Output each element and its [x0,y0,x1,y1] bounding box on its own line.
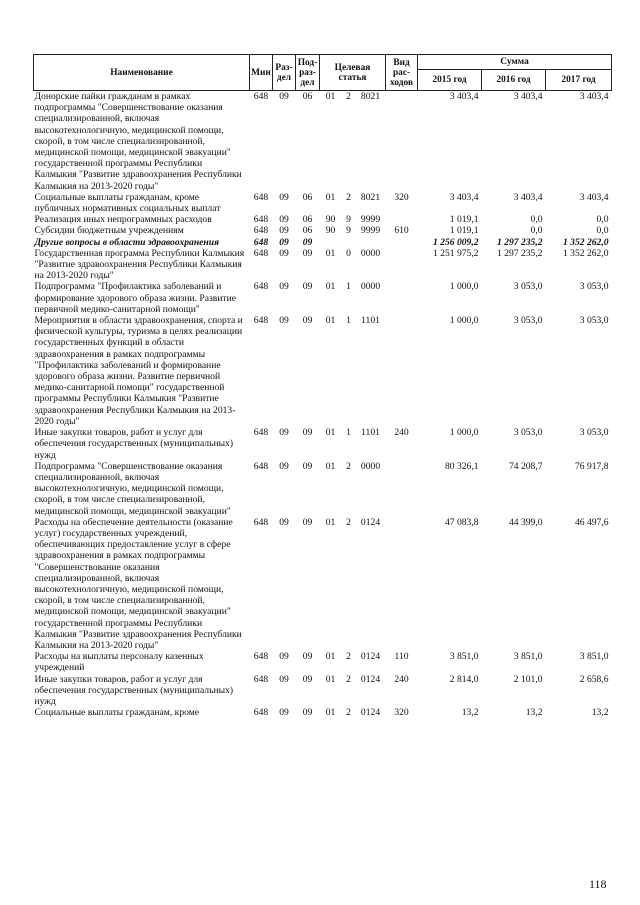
row-target-direction: 0124 [360,707,381,719]
row-name: Государственная программа Республики Калмыкия "Развитие здравоохранения Республики Калмыкия на 2013-2020 годы" [34,247,245,282]
col-header-sum: Сумма [418,55,612,70]
row-vid [386,517,418,651]
col-header-vid: Вид рас-ходов [386,55,418,91]
row-sum-2017: 1 352 262,0 [562,247,609,259]
row-target-direction: 0000 [360,460,381,472]
row-sum-2017: 0,0 [596,214,609,226]
row-min: 648 [253,427,269,439]
row-target-program: 01 [325,707,336,719]
row-vid: 320 [394,191,409,203]
row-vid [386,237,418,248]
col-header-min: Мин [250,55,273,91]
row-vid: 320 [394,707,409,719]
row-vid [386,461,418,517]
table-row [34,707,612,718]
row-target-direction: 1101 [361,315,380,327]
table-row [34,461,612,517]
row-name: Социальные выплаты гражданам, кроме публичных нормативных социальных выплат [34,191,221,215]
row-target-subprogram: 1 [346,281,351,293]
row-min: 648 [253,315,269,327]
row-target-subprogram: 0 [346,247,351,259]
row-sum-2017: 3 851,0 [579,651,609,663]
row-name: Реализация иных непрограммных расходов [34,214,212,226]
row-name: Субсидии бюджетным учреждениям [34,225,184,237]
row-sum-2015: 3 851,0 [449,651,479,663]
row-sum-2015: 1 000,0 [449,281,479,293]
row-name: Иные закупки товаров, работ и услуг для обеспечения государственных (муниципальных) нужд [34,427,234,461]
row-razdel: 09 [279,651,289,663]
row-target-direction [356,237,386,248]
col-header-2017: 2017 год [546,70,612,91]
row-sum-2016: 2 101,0 [513,673,543,685]
row-sum-2016: 0,0 [530,214,543,226]
table-row [34,651,612,673]
row-sum-2017: 3 403,4 [579,191,609,203]
row-podrazdel: 09 [302,707,313,719]
row-sum-2015: 1 019,1 [449,225,479,237]
row-min: 648 [253,651,269,663]
row-target-program: 01 [325,191,336,203]
row-razdel: 09 [279,427,289,439]
row-sum-2015: 3 403,4 [449,191,479,203]
row-podrazdel: 06 [302,225,313,237]
row-min: 648 [253,91,269,102]
row-min: 648 [253,516,269,528]
row-podrazdel: 06 [302,91,313,102]
row-target-program: 01 [325,247,336,259]
row-razdel: 09 [279,214,289,226]
row-target-direction: 8021 [360,191,381,203]
row-razdel: 09 [279,236,289,248]
row-sum-2017: 13,2 [591,707,609,719]
row-min: 648 [253,214,269,226]
table-row [34,91,612,192]
row-sum-2016: 1 297 235,2 [496,247,543,259]
table-row [34,315,612,427]
row-sum-2015: 2 814,0 [449,673,479,685]
row-sum-2015: 1 019,1 [449,214,479,226]
row-sum-2017: 2 658,6 [579,673,609,685]
row-target-program [320,237,342,248]
table-row [34,517,612,651]
row-razdel: 09 [279,91,289,102]
row-target-direction: 8021 [360,91,381,102]
row-sum-2016: 74 208,7 [508,460,543,472]
row-podrazdel: 09 [302,651,313,663]
row-target-direction: 1101 [361,427,380,439]
row-target-program: 01 [325,91,336,102]
budget-table [33,54,612,718]
row-target-program: 01 [325,516,336,528]
row-razdel: 09 [279,247,289,259]
row-podrazdel: 06 [302,191,313,203]
row-sum-2015: 1 000,0 [449,427,479,439]
row-name: Расходы на выплаты персоналу казенных учреждений [34,651,204,674]
row-target-program: 01 [325,673,336,685]
row-target-subprogram: 2 [346,651,351,663]
row-podrazdel: 09 [302,236,313,248]
row-podrazdel: 09 [302,673,313,685]
table-header [34,55,612,91]
row-sum-2015: 47 083,8 [444,516,479,528]
table-row [34,237,612,248]
row-target-direction: 0124 [360,516,381,528]
row-min: 648 [253,225,269,237]
col-header-2016: 2016 год [482,70,546,91]
row-vid [386,281,418,315]
row-target-direction: 0124 [360,673,381,685]
row-podrazdel: 06 [302,214,313,226]
row-sum-2016: 3 403,4 [513,91,543,102]
row-name: Иные закупки товаров, работ и услуг для обеспечения государственных (муниципальных) нужд [34,673,234,707]
row-sum-2017: 3 053,0 [579,315,609,327]
row-sum-2015: 1 256 009,2 [432,236,479,248]
row-target-program: 90 [325,214,336,226]
row-vid [386,91,418,192]
row-target-direction: 0000 [360,281,381,293]
row-target-direction: 0124 [360,651,381,663]
row-sum-2017: 1 352 262,0 [562,236,609,248]
row-name: Расходы на обеспечение деятельности (оказание услуг) государственных учреждений, обеспечивающих предоставление услуг в сфере здравоохранения в рамках подпрограммы "Совершенствование оказания специализированной, включая высокотехнологичную, медицинской помощи, скорой, в том числе специализированной, медицинской помощи, медицинской эвакуации" государственной программы Республики Калмыкия "Развитие здравоохранения Республики Калмыкия на 2013-2020 годы" [34,516,242,651]
row-name: Подпрограмма "Совершенствование оказания специализированной, включая высокотехнологичную, медицинской помощи, скорой, в том числе специализированной, медицинской помощи, медицинской эвакуации" [34,460,231,517]
row-podrazdel: 09 [302,281,313,293]
row-min: 648 [253,707,269,719]
row-min: 648 [253,191,269,203]
table-row [34,248,612,282]
table-row [34,281,612,315]
row-sum-2016: 3 403,4 [513,191,543,203]
row-sum-2016: 13,2 [525,707,543,719]
col-header-target: Целевая статья [320,55,386,91]
row-razdel: 09 [279,707,289,719]
row-target-direction: 0000 [360,247,381,259]
budget-table-page [33,54,611,718]
row-vid: 610 [394,225,409,237]
col-header-razdel: Раз-дел [273,55,296,91]
table-row [34,674,612,708]
row-target-subprogram: 2 [346,460,351,472]
row-name: Донорские пайки гражданам в рамках подпрограммы "Совершенствование оказания специализированной, включая высокотехнологичную, медицинской помощи, скорой, в том числе специализированной, медицинской помощи, медицинской эвакуации" государственной программы Республики Калмыкия "Развитие здравоохранения Республики Калмыкия на 2013-2020 годы" [34,91,242,192]
row-podrazdel: 09 [302,427,313,439]
row-sum-2015: 3 403,4 [449,91,479,102]
row-min: 648 [253,673,269,685]
row-target-subprogram: 2 [346,191,351,203]
row-name: Подпрограмма "Профилактика заболеваний и формирование здорового образа жизни. Развитие первичной медико-санитарной помощи" [34,281,237,315]
row-sum-2017: 46 497,6 [574,516,609,528]
row-target-subprogram: 9 [346,225,351,237]
row-min: 648 [253,236,269,248]
col-header-podrazdel: Под-раз-дел [296,55,320,91]
row-vid: 240 [394,427,409,439]
row-sum-2017: 76 917,8 [574,460,609,472]
row-sum-2015: 1 000,0 [449,315,479,327]
row-target-subprogram: 2 [346,673,351,685]
row-sum-2017: 0,0 [596,225,609,237]
table-body [34,91,612,719]
row-sum-2015: 80 326,1 [444,460,479,472]
row-target-program: 90 [325,225,336,237]
row-target-program: 01 [325,427,336,439]
row-razdel: 09 [279,191,289,203]
row-sum-2017: 3 053,0 [579,427,609,439]
row-target-subprogram: 2 [346,91,351,102]
table-row [34,427,612,461]
row-podrazdel: 09 [302,516,313,528]
row-target-subprogram [342,237,356,248]
row-podrazdel: 09 [302,315,313,327]
table-row [34,214,612,225]
row-target-direction: 9999 [360,214,381,226]
row-razdel: 09 [279,460,289,472]
row-vid [386,315,418,427]
row-sum-2015: 13,2 [461,707,479,719]
row-podrazdel: 09 [302,460,313,472]
row-min: 648 [253,247,269,259]
row-target-program: 01 [325,315,336,327]
row-sum-2016: 1 297 235,2 [496,236,543,248]
col-header-name: Наименование [34,55,250,91]
row-sum-2016: 3 053,0 [513,281,543,293]
row-vid: 240 [394,673,409,685]
row-sum-2016: 44 399,0 [508,516,543,528]
table-row [34,225,612,236]
row-target-subprogram: 1 [346,427,351,439]
row-vid [386,214,418,225]
row-name: Социальные выплаты гражданам, кроме [34,707,200,719]
row-razdel: 09 [279,225,289,237]
row-sum-2017: 3 053,0 [579,281,609,293]
table-row [34,192,612,214]
row-sum-2016: 3 851,0 [513,651,543,663]
row-sum-2017: 3 403,4 [579,91,609,102]
row-target-program: 01 [325,651,336,663]
row-podrazdel: 09 [302,247,313,259]
row-target-subprogram: 2 [346,707,351,719]
row-vid: 110 [394,651,409,663]
row-name: Мероприятия в области здравоохранения, спорта и физической культуры, туризма в целях реализации государственных функций в области здравоохранения в рамках подпрограммы "Профилактика заболеваний и формирование здорового образа жизни. Развитие первичной медико-санитарной помощи" государственной программы Республики Калмыкия "Развитие здравоохранения Республики Калмыкия на 2013-2020 годы" [34,315,243,427]
page-number: 118 [589,877,607,891]
row-razdel: 09 [279,673,289,685]
row-target-program: 01 [325,281,336,293]
row-razdel: 09 [279,281,289,293]
row-name: Другие вопросы в области здравоохранения [34,236,220,248]
row-min: 648 [253,460,269,472]
col-header-2015: 2015 год [418,70,482,91]
row-sum-2015: 1 251 975,2 [432,247,479,259]
row-sum-2016: 3 053,0 [513,427,543,439]
row-min: 648 [253,281,269,293]
row-target-subprogram: 1 [346,315,351,327]
row-target-program: 01 [325,460,336,472]
row-target-subprogram: 2 [346,516,351,528]
row-target-subprogram: 9 [346,214,351,226]
row-target-direction: 9999 [360,225,381,237]
row-vid [386,248,418,282]
row-sum-2016: 0,0 [530,225,543,237]
row-sum-2016: 3 053,0 [513,315,543,327]
row-razdel: 09 [279,516,289,528]
row-razdel: 09 [279,315,289,327]
